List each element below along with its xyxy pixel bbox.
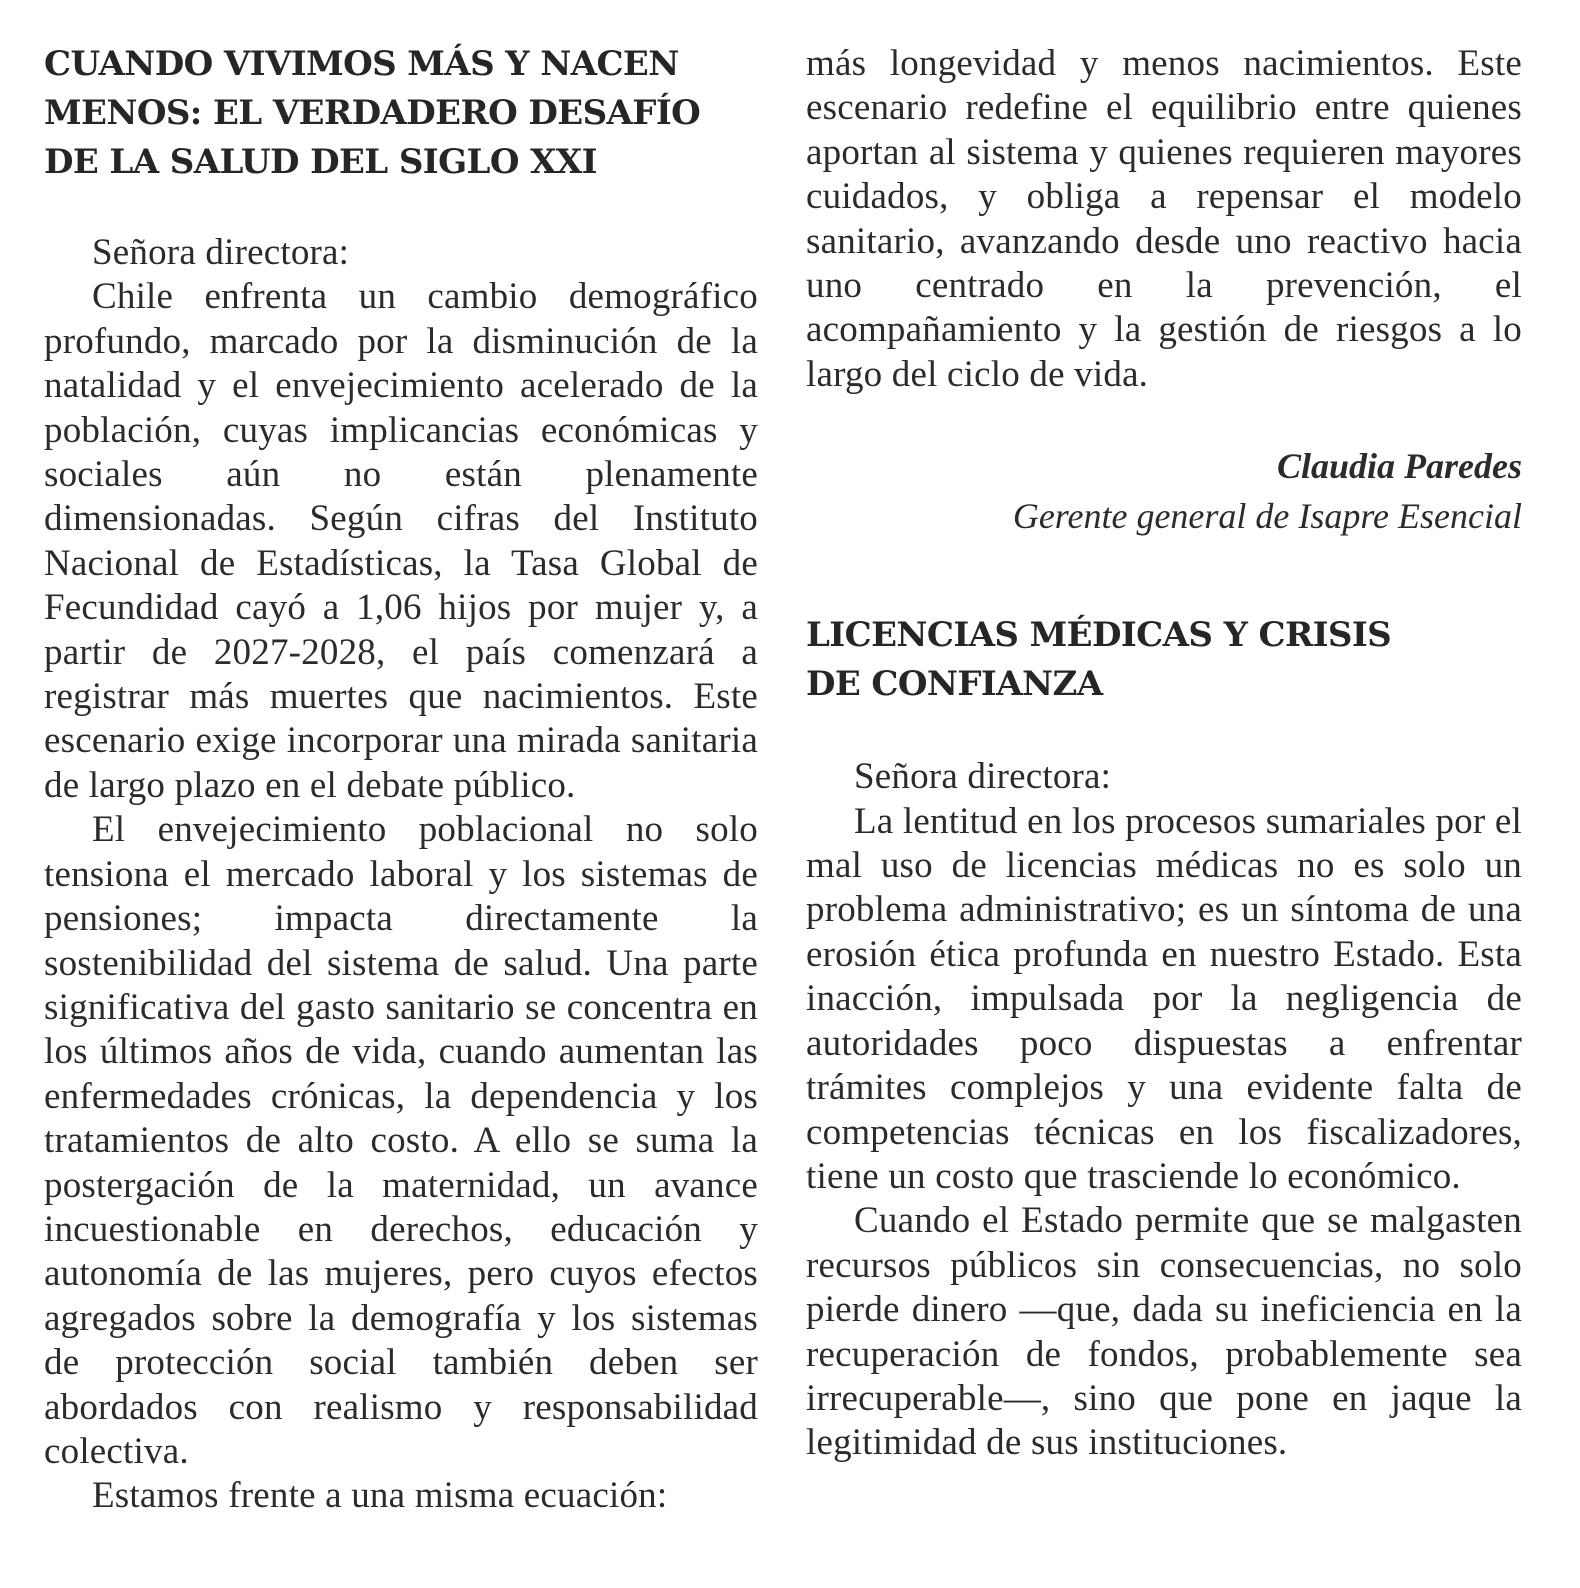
right-column <box>806 0 1522 1466</box>
letter1-signature <box>806 441 1522 541</box>
letter1-salutation: Señora directora: <box>92 232 350 273</box>
letter2-paragraph-1: La lentitud en los procesos sumariales por el mal uso de licencias médicas no es solo un problema administrativo; es un síntoma de una erosión ética profunda en nuestro Estado. Esta inacción, impulsada por la negligencia de autoridades poco dispuestas a enfrentar trámites complejos y una evidente falta de competencias técnicas en los fiscalizadores, tiene un costo que trasciende lo económico. <box>806 800 1522 1197</box>
letter1-body <box>44 231 758 1519</box>
author-name: Claudia Paredes <box>1276 446 1522 487</box>
letter2-body <box>806 755 1522 1466</box>
letter1-continuation <box>806 42 1522 397</box>
letter2-paragraph-2: Cuando el Estado permite que se malgasten recursos públicos sin consecuencias, no solo pierde dinero —que, dada su ineficiencia en la recuperación de fondos, probablemente sea irrecuperable—, sino que pone en jaque la legitimidad de sus instituciones. <box>806 1200 1522 1464</box>
letter1-headline: CUANDO VIVIMOS MÁS Y NACEN MENOS: EL VERDADERO DESAFÍO DE LA SALUD DEL SIGLO XXI <box>44 44 701 182</box>
letter1-paragraph-2: El envejecimiento poblacional no solo tensiona el mercado laboral y los sistemas de pensiones; impacta directamente la sostenibilidad del sistema de salud. Una parte significativa del gasto sanitario se concentra en los últimos años de vida, cuando aumentan las enfermedades crónicas, la dependencia y los tratamientos de alto costo. A ello se suma la postergación de la maternidad, un avance incuestionable en derechos, educación y autonomía de las mujeres, pero cuyos efectos agregados sobre la demografía y los sistemas de protección social también deben ser abordados con realismo y responsabilidad colectiva. <box>44 809 758 1472</box>
left-column <box>44 0 758 1519</box>
letter2-salutation: Señora directora: <box>854 756 1112 798</box>
author-role: Gerente general de Isapre Esencial <box>1012 496 1522 537</box>
letter1-paragraph-3-start: Estamos frente a una misma ecuación: <box>92 1475 668 1517</box>
letter1-paragraph-1: Chile enfrenta un cambio demográfico profundo, marcado por la disminución de la natalidad y el envejecimiento acelerado de la población, cuyas implicancias económicas y sociales aún no están plenamente dimensionadas. Según cifras del Instituto Nacional de Estadísticas, la Tasa Global de Fecundidad cayó a 1,06 hijos por mujer y, a partir de 2027-2028, el país comenzará a registrar más muertes que nacimientos. Este escenario exige incorporar una mirada sanitaria de largo plazo en el debate público. <box>44 276 758 806</box>
letter1-paragraph-3-cont: más longevidad y menos nacimientos. Este escenario redefine el equilibrio entre quienes aportan al sistema y quienes requieren mayores cuidados, y obliga a repensar el modelo sanitario, avanzando desde uno reactivo hacia uno centrado en la prevención, el acompañamiento y la gestión de riesgos a lo largo del ciclo de vida. <box>806 43 1522 395</box>
letter2-headline: LICENCIAS MÉDICAS Y CRISIS DE CONFIANZA <box>806 615 1392 705</box>
